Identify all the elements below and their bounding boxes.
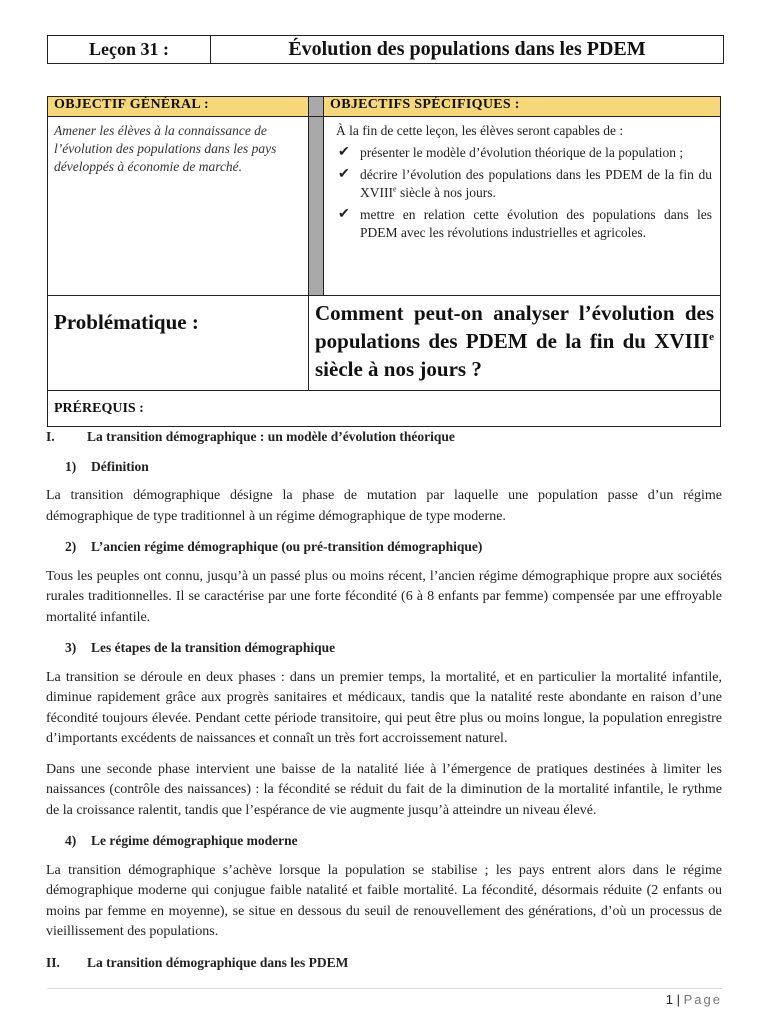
lesson-title-box: [47, 35, 724, 64]
subsection-heading: 4) Le régime démographique moderne: [65, 833, 298, 848]
list-item: [336, 206, 714, 242]
lesson-number: Leçon 31 :: [48, 36, 211, 63]
paragraph: La transition démographique désigne la phase de mutation par laquelle une population passe d’un régime démographique de type traditionnel à un régime démographique de type moderne.: [46, 488, 722, 524]
page-number: 1: [665, 992, 673, 1007]
problematique-question: Comment peut-on analyser l’évolution des populations des PDEM de la fin du XVIIIe siècle à nos jours ?: [309, 296, 721, 391]
specific-objectives-list: [336, 144, 714, 242]
page-footer: [0, 992, 722, 1007]
gray-separator: [309, 117, 324, 296]
checkmark-icon: ✔: [338, 207, 350, 222]
footer-divider: [47, 988, 722, 989]
general-objective-header: OBJECTIF GÉNÉRAL :: [48, 97, 309, 117]
prerequis-label: PRÉREQUIS :: [48, 391, 721, 427]
objective-text: mettre en relation cette évolution des populations dans les PDEM avec les révolutions industrielles et agricoles.: [360, 207, 712, 240]
page-label: Page: [683, 992, 722, 1007]
paragraph: Dans une seconde phase intervient une baisse de la natalité liée à l’émergence de pratiques destinées à limiter les naissances (contrôle des naissances) : la fécondité se réduit du fait de la diminution de la mortalité infantile, le rythme de la croissance ralentit, tandis que l’espérance de vie augmente jusqu’à atteindre un niveau élevé.: [46, 761, 722, 818]
list-item: [336, 144, 714, 162]
general-objective-text: Amener les élèves à la connaissance de l’évolution des populations dans les pays développés à économie de marché.: [48, 117, 309, 296]
gray-separator: [309, 97, 324, 117]
subsection-heading: 1) Définition: [65, 458, 149, 474]
paragraph: La transition se déroule en deux phases : dans un premier temps, la mortalité, et en particulier la mortalité infantile, diminue rapidement grâce aux progrès sanitaires et médicaux, tandis que la natalité reste abondante en raison d’une fécondité toujours élevée. Pendant cette période transitoire, qui peut être plus ou moins longue, la population enregistre d’importants excédents de naissances et connaît un très fort accroissement naturel.: [46, 669, 722, 746]
subsection-heading: 3) Les étapes de la transition démographique: [65, 640, 336, 655]
paragraph: La transition démographique s’achève lorsque la population se stabilise ; les pays entrent alors dans le régime démographique moderne qui conjugue faible natalité et faible mortalité. La fécondité, désormais réduite (2 enfants ou moins par femme en moyenne), se situe en dessous du seuil de renouvellement des générations, d’où un processus de vieillissement des populations.: [46, 862, 722, 939]
lesson-title: Évolution des populations dans les PDEM: [288, 38, 646, 60]
checkmark-icon: ✔: [338, 167, 350, 182]
problematique-label: Problématique :: [48, 296, 309, 391]
specific-objectives-header: OBJECTIFS SPÉCIFIQUES :: [324, 97, 721, 117]
objectives-table: [47, 96, 721, 427]
objective-text: décrire l’évolution des populations dans les PDEM de la fin du XVIIIe siècle à nos jours.: [360, 167, 712, 200]
specific-objectives-cell: [324, 117, 721, 296]
specific-objectives-intro: À la fin de cette leçon, les élèves seront capables de :: [336, 123, 624, 138]
lesson-content: [46, 427, 722, 982]
checkmark-icon: ✔: [338, 145, 350, 160]
section-heading: II. La transition démographique dans les PDEM: [46, 954, 349, 970]
objective-text: présenter le modèle d’évolution théorique de la population ;: [360, 145, 684, 160]
footer-separator: |: [676, 992, 680, 1007]
section-heading: I. La transition démographique : un modèle d’évolution théorique: [46, 429, 455, 444]
paragraph: Tous les peuples ont connu, jusqu’à un passé plus ou moins récent, l’ancien régime démographique propre aux sociétés rurales traditionnelles. Il se caractérise par une forte fécondité (6 à 8 enfants par femme) compensée par une effroyable mortalité infantile.: [46, 568, 722, 625]
list-item: [336, 166, 714, 202]
subsection-heading: 2) L’ancien régime démographique (ou pré-transition démographique): [65, 539, 483, 554]
